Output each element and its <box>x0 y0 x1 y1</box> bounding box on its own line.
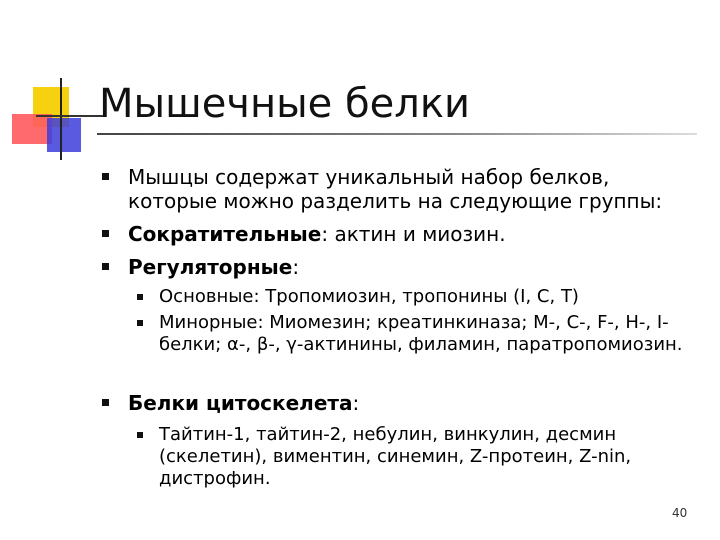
bullet-icon <box>137 320 143 326</box>
item-text: Мышцы содержат уникальный набор белков, которые можно разделить на следующие группы: <box>128 165 663 213</box>
list-item <box>128 165 698 213</box>
item-bold-text: Регуляторные <box>128 255 293 279</box>
item-bold-text: Белки цитоскелета <box>128 391 353 415</box>
list-item <box>128 391 698 415</box>
list-item <box>128 255 698 279</box>
bullet-icon <box>137 294 143 300</box>
sub-list-item <box>159 424 704 490</box>
bullet-icon <box>137 432 143 438</box>
bullet-icon <box>102 263 109 270</box>
slide-title: Мышечные белки <box>99 81 470 127</box>
item-text: : <box>292 255 300 279</box>
sub-item-text: Минорные: Миомезин; креатинкиназа; М-, С-, F-, H-, I-белки; α-, β-, γ-актинины, филамин, паратропомиозин. <box>159 312 683 355</box>
item-text: : <box>352 391 360 415</box>
bullet-icon <box>102 399 109 406</box>
list-item <box>128 222 698 246</box>
sub-item-text: Основные: Тропомиозин, тропонины (I, C, T) <box>159 286 579 307</box>
bullet-icon <box>102 230 109 237</box>
item-text: : актин и миозин. <box>321 222 506 246</box>
item-bold-text: Сократительные <box>128 222 322 246</box>
sub-item-text: Тайтин-1, тайтин-2, небулин, винкулин, десмин (скелетин), виментин, синемин, Z-протеин, Z-nin, дистрофин. <box>159 424 632 489</box>
bullet-icon <box>102 173 109 180</box>
sub-list-item <box>159 286 704 308</box>
page-number: 40 <box>672 506 688 520</box>
sub-list-item <box>159 312 704 356</box>
